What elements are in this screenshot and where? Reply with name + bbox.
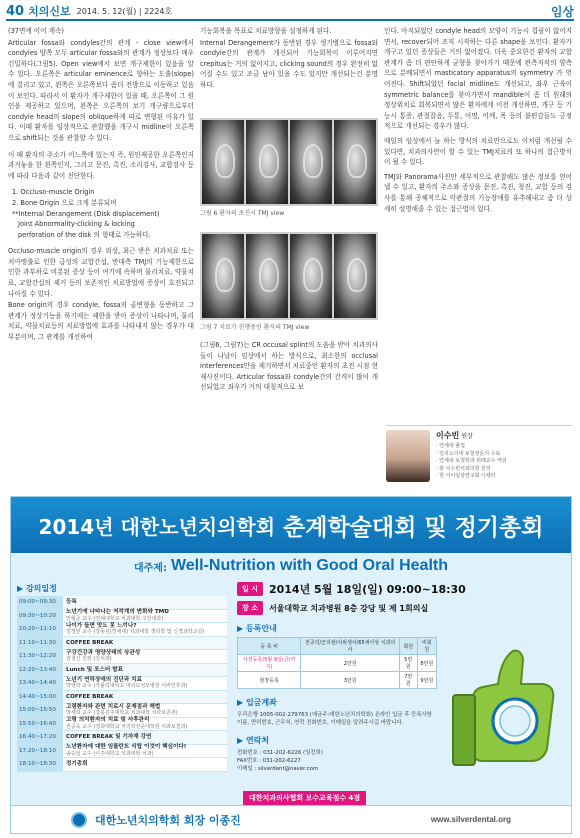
program-row: 11:30~12:20 구강건강과 영양상태의 상관성 김철신 원장 (진치과): [17, 650, 227, 664]
article-paragraph: Internal Derangement가 동반된 경우 생기병으로 fossa와 condyle간의 관계가 개선되어 기능회복이 이루어지면 crepitus는 거의 없어지고, clicking sound의 경우 완전히 없어질 수도 있고 조금 남아 있을 수도 있지만 개선되는건 분명하다.: [200, 38, 378, 88]
author-box: [386, 425, 572, 489]
page-header: [6, 3, 574, 21]
article-paragraph: (그림6, 그림7)는 CR occusal splint의 도움을 받아 치과의사들이 나날이 임상에서 하는 방식으로, 최소한의 occlusal interferences만을 제거하면서 치료중인 환자의 초진 시점 현재사진이다. Articular fossa와 condyle간의 간격이 많이 개선되었고 좌우가 거의 대칭적으로 보: [200, 341, 378, 392]
article-column-3: [384, 26, 572, 215]
xray-image: [202, 234, 244, 318]
xray-image: [290, 234, 332, 318]
xray-image: [246, 234, 288, 318]
table-row: 사전등록(5월 9일(금)까지) 2만원 5만원 8만원: [238, 655, 437, 672]
ad-title-emphasis: 춘계학술대회 및 정기총회: [283, 514, 544, 541]
xray-image: [246, 120, 288, 204]
article-paragraph: 인다. 아직되었던 condyle head의 모양이 기능시 겹림이 없어지면서, recover되어 조직 시작하는 다른 shape을 보인다. 환자가 개구고 있던 증상들은 거의 없어졌다. 더욱 중요한건 환자의 교합관계가 좀 더 편안하게 균형을 찾아가기 때문에 편측저작의 양측으로 분배되면서 masticatory apparatus의 symmetry 가 얻어진다. Shift되었던 facial midline도 개선되고, 좌우 근육이 symmetric balance를 찾아가면서 mandible이 좀 더 원래의 정상위치로 회복되면서 많은 환자에게 이전 개선하면, 개구 등 기능시 통증, 관절잡음, 두통, 이명, 어깨, 목 등의 불편감들도 긍정적으로 개선되는 경우가 많다.: [384, 27, 572, 131]
program-row: 15:00~15:50 고령환자와 관련 치료시 문제점과 해법 박세희 교수 (강릉원주대학교 치과대학 치과보존과): [17, 704, 227, 718]
contact-heading: ▶ 연락처: [237, 736, 270, 745]
xray-image: [334, 234, 376, 318]
list-item: Joint Abnormality-clicking & locking: [18, 220, 135, 229]
xray-image: [334, 120, 376, 204]
place-tag: 장 소: [237, 601, 263, 615]
author-name: 이수빈 원장: [436, 431, 473, 440]
program-row: 11:10~11:30 COFFEE BREAK: [17, 637, 227, 651]
article-column-2b: [200, 340, 378, 394]
program-row: 17:20~18:10 노년환자에 대한 임플란트 식립 이것이 핵심이다! 송승일 교수 (이주대학교 의과대학 치과): [17, 745, 227, 759]
payment-heading: ▶ 입금계좌: [237, 698, 277, 707]
article-paragraph: Bone origin의 경우 condyle, fossa의 골변형을 동반하고 그 관계가 정상기능을 하기에는 제한을 받아 증상이 나타나며, 물리치료, 약물치료등의 치료방법에 효과를 나타내지 않는 경우가 대부분이며, 그 관계를 개선하여: [8, 301, 194, 342]
article-paragraph: 이 때 환자의 주소가 어느쪽에 있는지 즉, 원인제공한 오른쪽인지 과거놓을 한 왼쪽인지, 그리고 문진, 촉진, 소리검사, 교합검사 등에 따라 다음과 같이 진단한다.: [8, 150, 194, 180]
theme-text: Well-Nutrition with Good Oral Health: [170, 557, 448, 574]
event-info: [237, 581, 467, 773]
tmj-xray-figure-7: [200, 232, 378, 320]
program-row: 16:40~17:20 COFFEE BREAK 및 기자재 강연: [17, 731, 227, 745]
figure-7-caption: 그림 7 치료가 진행중인 환자의 TMJ view: [200, 324, 310, 331]
event-date-line: [237, 581, 467, 597]
article-paragraph: 매일의 임상에서 늘 하는 방식의 치료만으로도 이처럼 개선될 수 있다면, 치과의사만이 할 수 있는 TMJ치료의 또 하나의 접근방식이 될 수 있다.: [384, 136, 572, 167]
author-photo: [386, 430, 430, 482]
organizer: 대한노년치의학회 회장 이종진: [95, 813, 241, 827]
credit-badge: 대한치과의사협회 보수교육점수 4점: [243, 791, 366, 805]
xray-image: [202, 120, 244, 204]
section-name: 임상: [550, 4, 574, 19]
program-row: 15:50~16:40 고령 의치환자의 치료 및 사후관리 권공욱 교수 (경희대학교 치의학전문대학원 치과보철과): [17, 718, 227, 732]
payment-text: 우리은행 1005-002-279763 (예금주:대한노년치의학회) 온라인 입금 후 등록사항 이름, 면허번호, 근무처, 연락 전화번호, 이메일을 알려주시길 바랍니다.: [237, 712, 432, 726]
article-column-1: [8, 26, 194, 344]
article-paragraph: Articular fossa와 condyles간의 관계 - close view에서 condyles 양쪽 모두 articular fossa와의 관계가 정상보다 매우 긴밀하다(그림5). Open view에서 보면 개구제한이 있음을 알 수 있다. 오른쪽은 articular eminence로 향하는 도출(slope)에 걸리고 있고, 왼쪽은 오른쪽보다 좀더 전방으로 이동하고 있음이 보인다. 따라서 이 환자가 개구제한이 있을 때, 오른쪽이 그 원인을 제공하고 있으며, 왼쪽은 오른쪽의 보기 개구량으로부터 condyle head의 slope의 oblique하게 따로 변형된 이유가 있다. 이때 환자를 임상적으로 관찰했을 개구시 midline이 오른쪽으로 shift되는 것을 관찰할 수 있다.: [8, 38, 194, 142]
diagnosis-list: [8, 187, 194, 240]
event-date: 2014년 5월 18일(일) 09:00~18:30: [268, 583, 466, 596]
contact-phone: 전화번호 : 031-202-6226 (임진희): [237, 750, 323, 756]
society-logo-icon: [71, 812, 87, 828]
program-row: 18:10~18:30 정기총회: [17, 758, 227, 772]
ad-title-banner: [11, 497, 571, 553]
ad-theme: 대주제: Well-Nutrition with Good Oral Health: [133, 557, 448, 574]
author-cv: · 연세대 졸업 · 일리노이대 보철전문의 수료 · 연세대 보철학과 외래교수 역임 · 현 이수빈치과의원 원장 · 현 이이임상연구회 디렉터: [436, 443, 507, 479]
contact-email: 이메일 : silverdent@naver.com: [237, 766, 319, 772]
ad-footer: [11, 805, 571, 833]
article-paragraph: Occluso-muscle origin의 경우 외상, 최근 받은 치과치료 또는 치아맹출로 인한 급성의 교합간섭, 반대측 TMJ의 기능제한으로 인한 과부하로 비롯된 증상 등이 여기에 속하며 물리치료, 약물치료, 교합간섭의 제거 등의 보존적인 치료방법에 증상이 호전되고 나아질 수 있다.: [8, 247, 194, 298]
article-column-2: [200, 26, 378, 88]
date-tag: 일 시: [237, 582, 263, 596]
society-url: www.silverdental.org: [430, 815, 511, 824]
xray-image: [290, 120, 332, 204]
thumbs-up-icon: [443, 629, 563, 779]
program-row: 09:30~10:20 노년기에 나타나는 저작계의 변화와 TMD 안형준 교수 (연세대학교 치과대학 구강내과): [17, 610, 227, 624]
article-paragraph: TMJ와 Panorama사진만 세부적으로 관찰해도 많은 정보를 얻어낼 수 있고, 환자의 주소와 증상을 문진, 촉진, 청진, 교합 등의 검사를 통해 종체적으로 악관절의 기능장애를 유추해내고 좀 더 상세히 설명해줄 수 있는 접근법이 있다.: [384, 172, 572, 213]
continued-note: (37면에 이어 계속): [8, 27, 64, 35]
program-row: 13:40~14:40 노년기 연하장애의 진단과 치료 박영학 교수 (가톨릭대학교 여의도성모병원 이비인후과): [17, 677, 227, 691]
registration-heading: ▶ 등록안내: [237, 624, 277, 633]
program-row: 12:20~13:40 Lunch 및 포스터 발표: [17, 664, 227, 678]
list-item: 2. Bone Origin 으로 크게 분류되며: [12, 198, 117, 207]
article-paragraph: 기능회복을 목표로 치료방향을 설정하게 된다.: [200, 27, 332, 35]
newspaper-name: 치의신보: [28, 5, 71, 18]
program-row: 10:20~11:10 나이가 들면 맛도 못 느끼나? 김정민 교수 (강동원(연세대) 치과대학 생리학 및 신경과학교실): [17, 623, 227, 637]
tmj-xray-figure-6: [200, 118, 378, 206]
figure-6-caption: 그림 6 환자의 초진시 TMJ view: [200, 210, 285, 217]
list-item: 1. Occluso-muscle Origin: [12, 188, 95, 197]
program-heading: ▶ 강의일정: [17, 584, 57, 593]
program-row: 09:00~09:30 등록: [17, 596, 227, 610]
registration-table: 등 록 비 전공의/군의관/치위생사/65세이상 치과의사 회원 비회원 사전등록(5월 9일(금)까지) 2만원 5만원 8만원 현장등록 3만원 7만원 9만원: [237, 637, 437, 689]
conference-advertisement: [10, 496, 572, 834]
table-row: 현장등록 3만원 7만원 9만원: [238, 672, 437, 689]
event-place: 서울대학교 치과병원 8층 강당 및 제 1회의실: [268, 603, 429, 613]
list-item: **Internal Derangement (Disk displacement): [12, 209, 160, 218]
list-item: perforation of the disk 의 형태로 가능하다.: [18, 230, 151, 239]
ad-title-main: 2014년 대한노년치의학회: [38, 514, 276, 539]
event-place-line: [237, 601, 467, 615]
contact-fax: FAX번호 : 031-202-6227: [237, 758, 301, 764]
program-row: 14:40~15:00 COFFEE BREAK: [17, 691, 227, 705]
page-number: 40: [6, 3, 25, 19]
program-schedule: [17, 583, 227, 772]
issue-date: 2014. 5. 12(월) | 2224호: [76, 6, 173, 16]
